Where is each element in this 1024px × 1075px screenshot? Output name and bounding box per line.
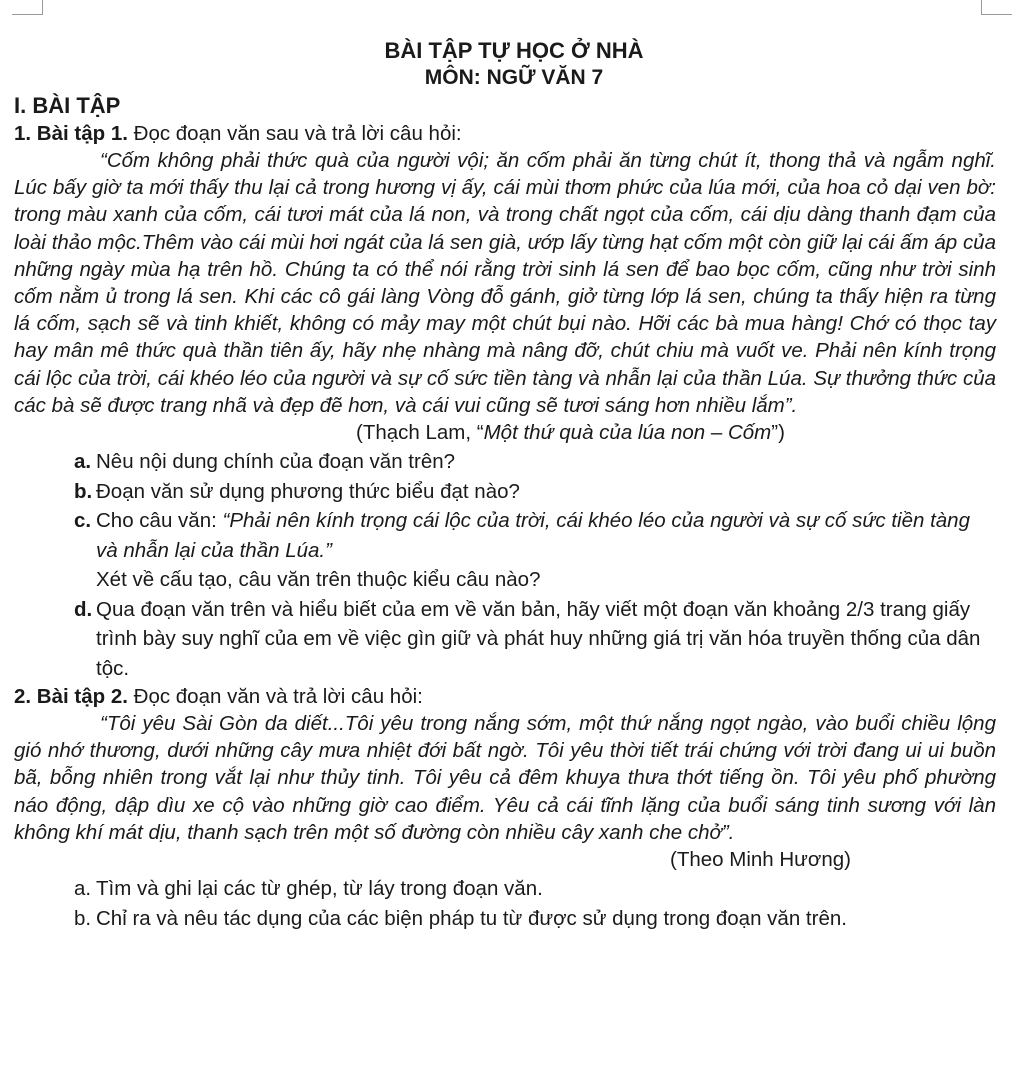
question-text: Qua đoạn văn trên và hiểu biết của em về văn bản, hãy viết một đoạn văn khoảng 2/3 trang giấy trình bày suy nghĩ của em về việc gìn giữ và phát huy những giá trị văn hóa truyền thống của dân tộc. — [96, 597, 981, 680]
question-text: Cho câu văn: — [96, 509, 223, 533]
exercise-2-question-a — [14, 874, 1014, 904]
source-work-title: Một thứ quà của lúa non – Cốm — [483, 421, 772, 445]
document-title: BÀI TẬP TỰ HỌC Ở NHÀ — [384, 38, 644, 63]
question-label: b. — [74, 479, 93, 503]
question-label: d. — [74, 597, 93, 621]
question-text: Chỉ ra và nêu tác dụng của các biện pháp tu từ được sử dụng trong đoạn văn trên. — [96, 906, 847, 930]
section-heading: I. BÀI TẬP — [14, 93, 121, 118]
question-label: a. — [74, 450, 92, 474]
source-prefix: (Thạch Lam, “ — [356, 421, 484, 445]
exercise-2-instruction: Đọc đoạn văn và trả lời câu hỏi: — [127, 685, 423, 709]
exercise-2-source: (Theo Minh Hương) — [670, 848, 851, 872]
exercise-1-passage — [14, 147, 1014, 419]
document-subtitle: MÔN: NGỮ VĂN 7 — [424, 66, 604, 89]
exercise-1-instruction: Đọc đoạn văn sau và trả lời câu hỏi: — [127, 122, 462, 145]
question-quote: “Phải nên kính trọng cái lộc của trời, cái khéo léo của người và sự cố sức tiền tàng và nhẫn lại của thần Lúa.” — [96, 509, 970, 562]
source-suffix: ”) — [771, 421, 785, 445]
exercise-1-label: 1. Bài tập 1. — [14, 122, 128, 145]
exercise-1-question-d — [14, 595, 1014, 684]
exercise-2-question-b — [14, 904, 1014, 934]
exercise-1-question-b — [14, 477, 1014, 507]
page-corner-right-mark — [981, 0, 1012, 15]
exercise-1-heading — [14, 120, 1014, 147]
document-page — [14, 36, 1014, 933]
exercise-2-heading — [14, 683, 1014, 710]
question-label: b. — [74, 906, 92, 930]
question-text: Đoạn văn sử dụng phương thức biểu đạt nào? — [96, 479, 520, 503]
question-followup: Xét về cấu tạo, câu văn trên thuộc kiểu câu nào? — [96, 568, 541, 592]
question-text: Nêu nội dung chính của đoạn văn trên? — [96, 450, 456, 474]
exercise-1-question-a — [14, 447, 1014, 477]
exercise-2-passage — [14, 710, 1014, 846]
exercise-1-source — [14, 419, 1014, 447]
question-label: c. — [74, 509, 92, 533]
exercise-2-label: 2. Bài tập 2. — [14, 685, 128, 709]
page-corner-left-mark — [12, 0, 43, 15]
question-label: a. — [74, 877, 92, 901]
exercise-1-passage-text: “Cốm không phải thức quà của người vội; ăn cốm phải ăn từng chút ít, thong thả và ngẫm nghĩ. Lúc bấy giờ ta mới thấy thu lại cả trong hương vị ấy, cái mùi thơm phức của lúa mới, của hoa cỏ dại ven bờ: trong màu xanh của cốm, cái tươi mát của lá non, và trong chất ngọt của cốm, cái dịu dàng thanh đạm của loài thảo mộc.Thêm vào cái mùi hơi ngát của lá sen già, ướp lấy từng hạt cốm một còn giữ lại cái ấm áp của những ngày mùa hạ trên hồ. Chúng ta có thể nói rằng trời sinh lá sen để bao bọc cốm, cũng như trời sinh cốm nằm ủ trong lá sen. Khi các cô gái làng Vòng đỗ gánh, giở từng lớp lá sen, chúng ta thấy hiện ra từng lá cốm, sạch sẽ và tinh khiết, không có mảy may một chút bụi nào. Hỡi các bà mua hàng! Chớ có thọc tay hay mân mê thức quà thần tiên ấy, hãy nhẹ nhàng mà nâng đỡ, chút chiu mà vuốt ve. Phải nên kính trọng cái lộc của trời, cái khéo léo của người và sự cố sức tiền tàng và nhẫn lại của thần Lúa. Sự thưởng thức của các bà sẽ được trang nhã và đẹp đẽ hơn, và cái vui cũng sẽ tươi sáng hơn nhiều lắm”. — [14, 149, 996, 417]
question-text: Tìm và ghi lại các từ ghép, từ láy trong đoạn văn. — [96, 877, 543, 901]
exercise-2-passage-text: “Tôi yêu Sài Gòn da diết...Tôi yêu trong nắng sớm, một thứ nắng ngọt ngào, vào buổi chiều lộng gió nhớ thương, dưới những cây mưa nhiệt đới bất ngờ. Tôi yêu thời tiết trái chứng với trời đang ui ui buồn bã, bỗng nhiên trong vắt lại như thủy tinh. Tôi yêu cả đêm khuya thưa thớt tiếng ồn. Tôi yêu phố phường náo động, dập dìu xe cộ vào những giờ cao điểm. Yêu cả cái tĩnh lặng của buổi sáng tinh sương với làn không khí mát dịu, thanh sạch trên một số đường còn nhiều cây xanh che chở”. — [14, 712, 996, 844]
exercise-1-question-c — [14, 506, 1014, 595]
